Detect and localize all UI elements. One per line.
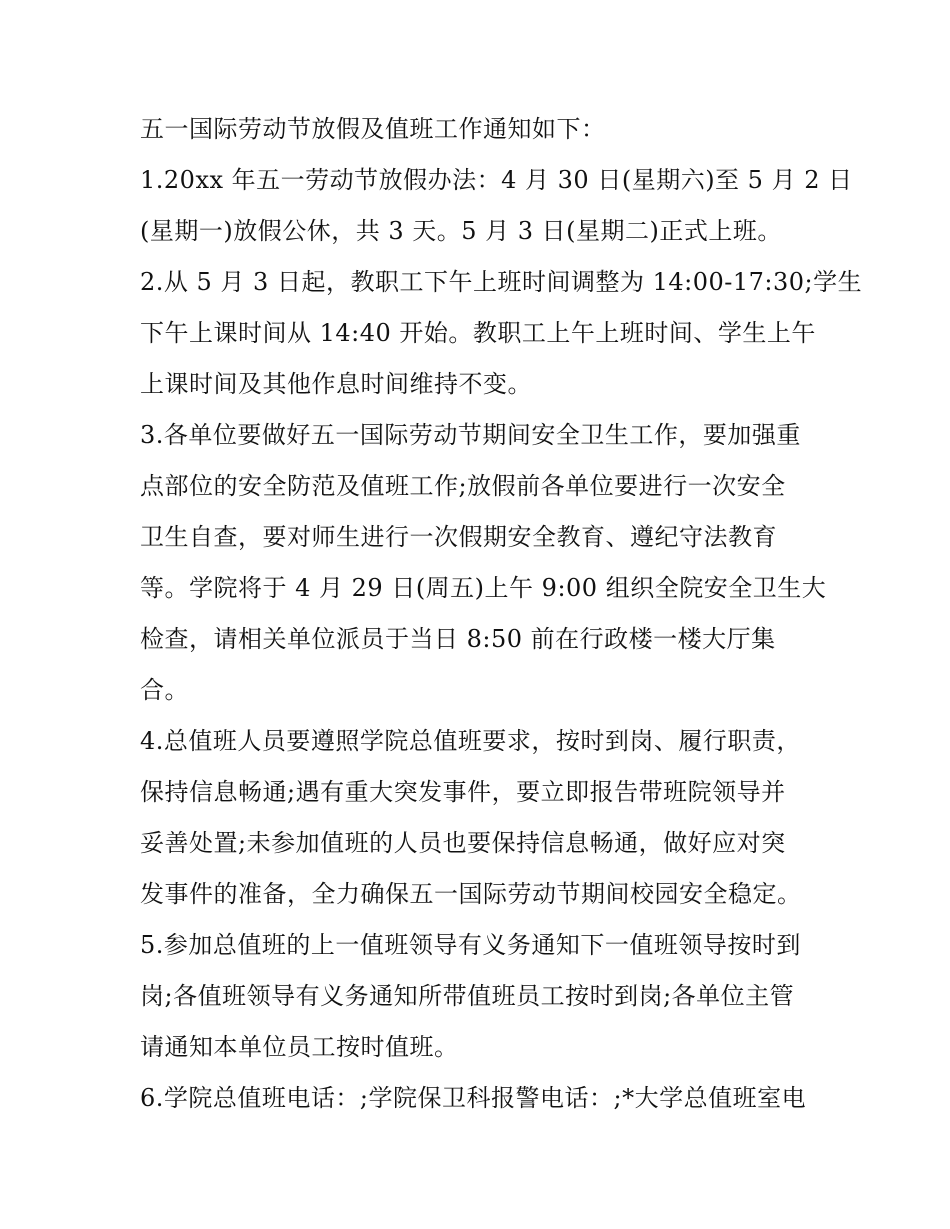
item-4-line-4: 发事件的准备，全力确保五一国际劳动节期间校园安全稳定。	[140, 880, 802, 908]
item-5-line-2: 岗;各值班领导有义务通知所带值班员工按时到岗;各单位主管	[140, 982, 795, 1010]
item-5-line-3: 请通知本单位员工按时值班。	[140, 1033, 459, 1061]
notice-heading: 五一国际劳动节放假及值班工作通知如下：	[140, 115, 606, 143]
item-2-line-1: 2.从 5 月 3 日起，教职工下午上班时间调整为 14:00-17:30;学生	[140, 268, 863, 296]
item-4-line-1: 4.总值班人员要遵照学院总值班要求，按时到岗、履行职责，	[140, 727, 801, 755]
item-3-line-2: 点部位的安全防范及值班工作;放假前各单位要进行一次安全	[140, 472, 786, 500]
item-6-line-1: 6.学院总值班电话：;学院保卫科报警电话：;*大学总值班室电	[140, 1084, 807, 1112]
item-3-line-3: 卫生自查，要对师生进行一次假期安全教育、遵纪守法教育	[140, 523, 777, 551]
item-3-line-1: 3.各单位要做好五一国际劳动节期间安全卫生工作，要加强重	[140, 421, 801, 449]
item-4-line-2: 保持信息畅通;遇有重大突发事件，要立即报告带班院领导并	[140, 778, 786, 806]
item-3-line-6: 合。	[140, 676, 189, 704]
item-4-line-3: 妥善处置;未参加值班的人员也要保持信息畅通，做好应对突	[140, 829, 786, 857]
item-5-line-1: 5.参加总值班的上一值班领导有义务通知下一值班领导按时到	[140, 931, 801, 959]
item-2-line-2: 下午上课时间从 14:40 开始。教职工上午上班时间、学生上午	[140, 319, 816, 347]
item-2-line-3: 上课时间及其他作息时间维持不变。	[140, 370, 532, 398]
item-3-line-5: 检查，请相关单位派员于当日 8:50 前在行政楼一楼大厅集	[140, 625, 776, 653]
item-1-line-1: 1.20xx 年五一劳动节放假办法：4 月 30 日(星期六)至 5 月 2 日	[140, 166, 853, 194]
notice-body	[140, 104, 863, 1124]
item-3-line-4: 等。学院将于 4 月 29 日(周五)上午 9:00 组织全院安全卫生大	[140, 574, 827, 602]
item-1-line-2: (星期一)放假公休，共 3 天。5 月 3 日(星期二)正式上班。	[140, 217, 782, 245]
